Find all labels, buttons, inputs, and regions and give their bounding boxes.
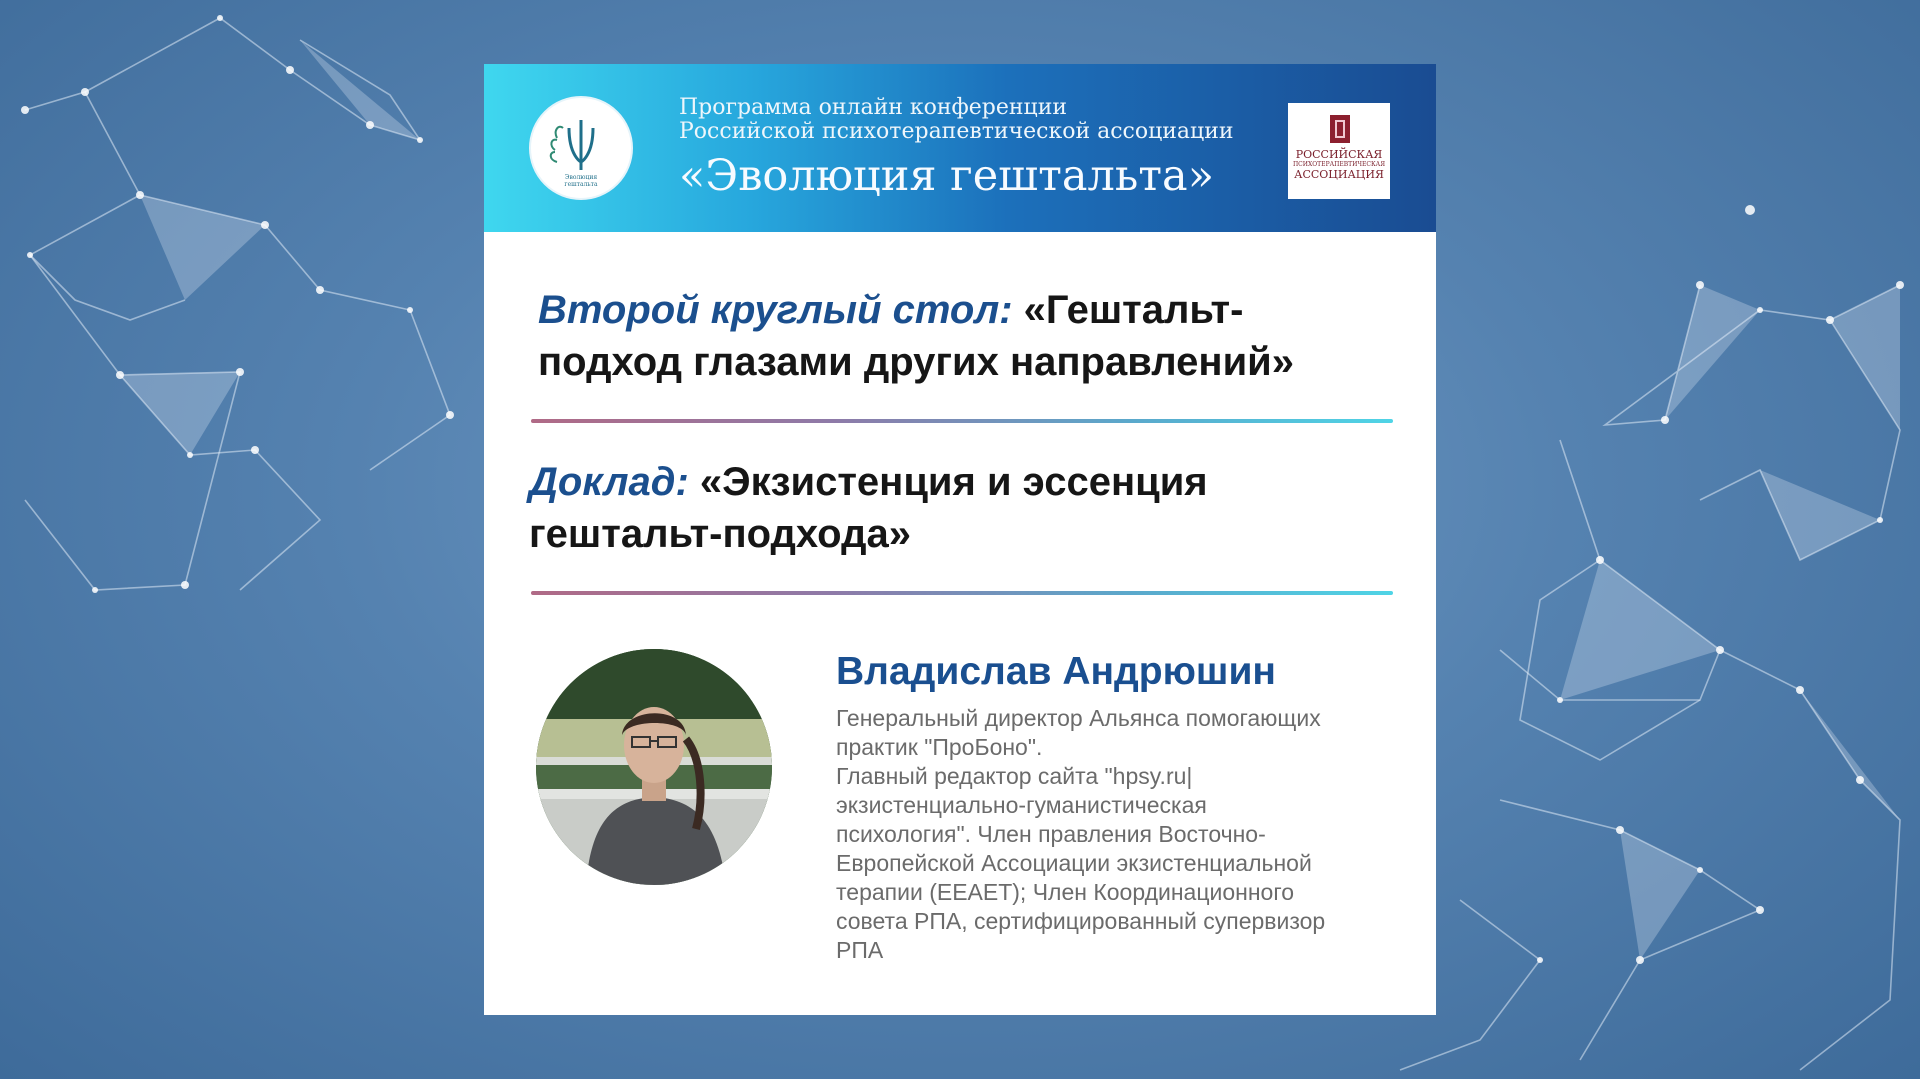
report-label: Доклад: [529,460,689,504]
header-banner [484,64,1436,232]
speaker-name: Владислав Андрюшин [836,650,1276,693]
gestalt-evolution-logo [529,96,633,200]
banner-line-1: Программа онлайн конференции [679,95,1068,120]
speaker-portrait-image [536,649,772,885]
conference-card [484,64,1436,1015]
rpa-logo-text [1288,149,1390,181]
rpa-line-1: РОССИЙСКАЯ [1295,148,1383,161]
banner-text [679,96,1279,202]
rpa-line-3: АССОЦИАЦИЯ [1294,168,1384,181]
rpa-emblem-icon [1330,115,1350,143]
rpa-logo [1288,103,1390,199]
speaker-bio: Генеральный директор Альянса помогающих практик "ПроБоно". Главный редактор сайта "hpsy.ru| экзистенциально-гуманистическая психология". Член правления Восточно- Европейской Ассоциации экзистенциальной терапии (ЕЕАЕТ); Член Координационного совета РПА, сертифицированный супервизор РПА [836,705,1326,963]
round-table-label: Второй круглый стол: [538,288,1013,332]
report-title-line-1: «Экзистенция и эссенция [688,460,1208,504]
round-table-title-line-1: «Гештальт- [1012,288,1244,332]
divider-2 [531,591,1393,595]
report-heading [529,456,1389,560]
round-table-heading [538,284,1398,388]
round-table-title-line-2: подход глазами других направлений» [538,340,1294,384]
speaker-photo [536,649,772,885]
logo-text: Эволюция гештальта [564,174,598,188]
divider-1 [531,419,1393,423]
rpa-line-2: ПСИХОТЕРАПЕВТИЧЕСКАЯ [1292,161,1386,168]
conference-title: «Эволюция гештальта» [679,151,1215,201]
report-title-line-2: гештальт-подхода» [529,512,911,556]
banner-line-2: Российской психотерапевтической ассоциации [679,119,1234,144]
